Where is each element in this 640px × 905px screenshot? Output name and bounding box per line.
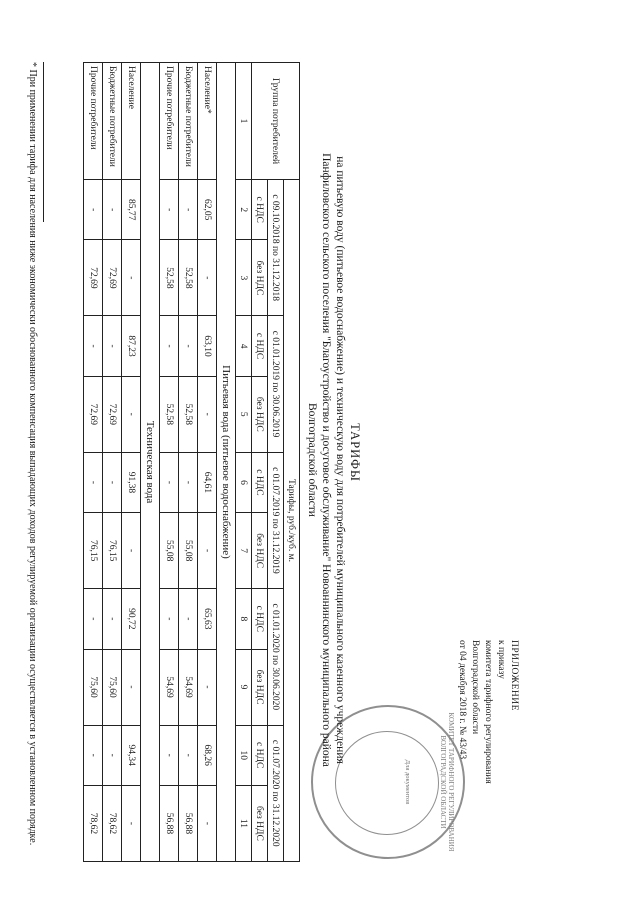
cell: 52,58 <box>179 376 198 452</box>
cell: 54,69 <box>179 649 198 725</box>
row-group: Бюджетные потребители <box>179 63 198 180</box>
cell: 52,58 <box>160 240 179 316</box>
appendix-block <box>455 640 520 870</box>
cell: - <box>84 316 103 376</box>
cell: - <box>198 513 217 589</box>
row-group: Население* <box>198 63 217 180</box>
cell: - <box>198 649 217 725</box>
cell: 63,10 <box>198 316 217 376</box>
column-number: 4 <box>236 316 252 376</box>
cell: - <box>179 725 198 785</box>
cell: - <box>103 316 122 376</box>
cell: 72,69 <box>84 376 103 452</box>
cell: 55,08 <box>179 513 198 589</box>
cell: - <box>198 240 217 316</box>
cell: 64,61 <box>198 452 217 512</box>
column-number: 6 <box>236 452 252 512</box>
cell: - <box>179 316 198 376</box>
column-number: 5 <box>236 376 252 452</box>
cell: - <box>84 725 103 785</box>
cell: - <box>179 589 198 649</box>
cell: - <box>122 240 141 316</box>
appendix-title: ПРИЛОЖЕНИЕ <box>509 640 519 711</box>
vat-without-header: без НДС <box>252 785 268 861</box>
period-header: с 01.01.2020 по 30.06.2020 <box>268 589 284 725</box>
cell: 56,88 <box>179 785 198 861</box>
table-row <box>198 63 217 862</box>
cell: 72,69 <box>103 376 122 452</box>
vat-with-header: с НДС <box>252 316 268 376</box>
cell: 65,63 <box>198 589 217 649</box>
vat-without-header: без НДС <box>252 240 268 316</box>
table-row <box>160 63 179 862</box>
document-subtitle <box>305 60 347 860</box>
column-number: 3 <box>236 240 252 316</box>
column-number: 9 <box>236 649 252 725</box>
period-header: с 01.07.2020 по 31.12.2020 <box>268 725 284 862</box>
cell: 75,60 <box>84 649 103 725</box>
cell: 56,88 <box>160 785 179 861</box>
appendix-line-2: комитета тарифного регулирования <box>483 640 493 784</box>
cell: 94,34 <box>122 725 141 785</box>
column-number-row <box>236 63 252 862</box>
cell: 87,23 <box>122 316 141 376</box>
group-header: Группа потребителей <box>252 63 300 180</box>
cell: 52,58 <box>179 240 198 316</box>
cell: - <box>122 649 141 725</box>
cell: - <box>103 180 122 240</box>
table-row <box>179 63 198 862</box>
footnote: * При применении тарифа для населения ниже экономически обоснованного компенсация выпадающих доходов регулируемой организации осуществляется в установленном порядке. <box>27 62 38 846</box>
cell: - <box>198 376 217 452</box>
section-row <box>217 63 236 862</box>
cell: - <box>103 725 122 785</box>
vat-with-header: с НДС <box>252 452 268 512</box>
column-number: 2 <box>236 180 252 240</box>
cell: 76,15 <box>84 513 103 589</box>
row-group: Бюджетные потребители <box>103 63 122 180</box>
vat-without-header: без НДС <box>252 376 268 452</box>
cell: - <box>198 785 217 861</box>
vat-with-header: с НДС <box>252 725 268 785</box>
footnote-divider <box>43 62 44 222</box>
cell: 55,08 <box>160 513 179 589</box>
cell: 78,62 <box>103 785 122 861</box>
row-group: Население <box>122 63 141 180</box>
cell: - <box>179 452 198 512</box>
section-title: Техническая вода <box>141 63 160 862</box>
tariff-header: Тарифы, руб./куб. м. <box>284 180 300 862</box>
period-header: с 01.07.2019 по 31.12.2019 <box>268 452 284 588</box>
cell: - <box>160 725 179 785</box>
cell: 52,58 <box>160 376 179 452</box>
column-number: 11 <box>236 785 252 861</box>
section-title: Питьевая вода (питьевое водоснабжение) <box>217 63 236 862</box>
cell: - <box>122 785 141 861</box>
seal-ring-text: КОМИТЕТ ТАРИФНОГО РЕГУЛИРОВАНИЯ ВОЛГОГРАДСКОЙ ОБЛАСТИ <box>439 712 455 852</box>
row-group: Прочие потребители <box>160 63 179 180</box>
cell: 62,05 <box>198 180 217 240</box>
cell: - <box>160 180 179 240</box>
cell: - <box>160 452 179 512</box>
cell: - <box>122 376 141 452</box>
cell: 72,69 <box>103 240 122 316</box>
appendix-line-4: от 04 декабря 2018 г. № 43/43 <box>457 640 467 760</box>
table-row <box>84 63 103 862</box>
table-row <box>103 63 122 862</box>
subtitle-line-2: Панфиловского сельского поселения "Благоустройство и досуговое обслуживание" Новоаннинского муниципального района <box>320 153 332 767</box>
cell: - <box>122 513 141 589</box>
cell: 85,77 <box>122 180 141 240</box>
cell: - <box>84 452 103 512</box>
cell: 72,69 <box>84 240 103 316</box>
cell: 76,15 <box>103 513 122 589</box>
cell: - <box>84 589 103 649</box>
tariff-table <box>83 62 300 862</box>
column-number: 8 <box>236 589 252 649</box>
cell: - <box>103 589 122 649</box>
vat-without-header: без НДС <box>252 513 268 589</box>
seal-center-text: Для документов <box>404 759 411 805</box>
vat-with-header: с НДС <box>252 589 268 649</box>
appendix-line-3: Волгоградской области <box>470 640 480 735</box>
cell: 68,26 <box>198 725 217 785</box>
column-number: 1 <box>236 63 252 180</box>
cell: 75,60 <box>103 649 122 725</box>
appendix-line-1: к приказу <box>496 640 506 679</box>
cell: - <box>160 316 179 376</box>
cell: - <box>103 452 122 512</box>
period-header: с 09.10.2018 по 31.12.2018 <box>268 180 284 316</box>
column-number: 7 <box>236 513 252 589</box>
cell: 91,38 <box>122 452 141 512</box>
cell: - <box>84 180 103 240</box>
vat-with-header: с НДС <box>252 180 268 240</box>
cell: 78,62 <box>84 785 103 861</box>
vat-without-header: без НДС <box>252 649 268 725</box>
cell: - <box>160 589 179 649</box>
column-number: 10 <box>236 725 252 785</box>
cell: 54,69 <box>160 649 179 725</box>
cell: 90,72 <box>122 589 141 649</box>
row-group: Прочие потребители <box>84 63 103 180</box>
table-row <box>122 63 141 862</box>
subtitle-line-3: Волгоградской области <box>306 403 318 517</box>
document-title: ТАРИФЫ <box>348 423 362 482</box>
cell: - <box>179 180 198 240</box>
period-header: с 01.01.2019 по 30.06.2019 <box>268 316 284 452</box>
subtitle-line-1: на питьевую воду (питьевое водоснабжение) и техническую воду для потребителей муниципального казенного учреждения <box>334 156 346 764</box>
section-row <box>141 63 160 862</box>
